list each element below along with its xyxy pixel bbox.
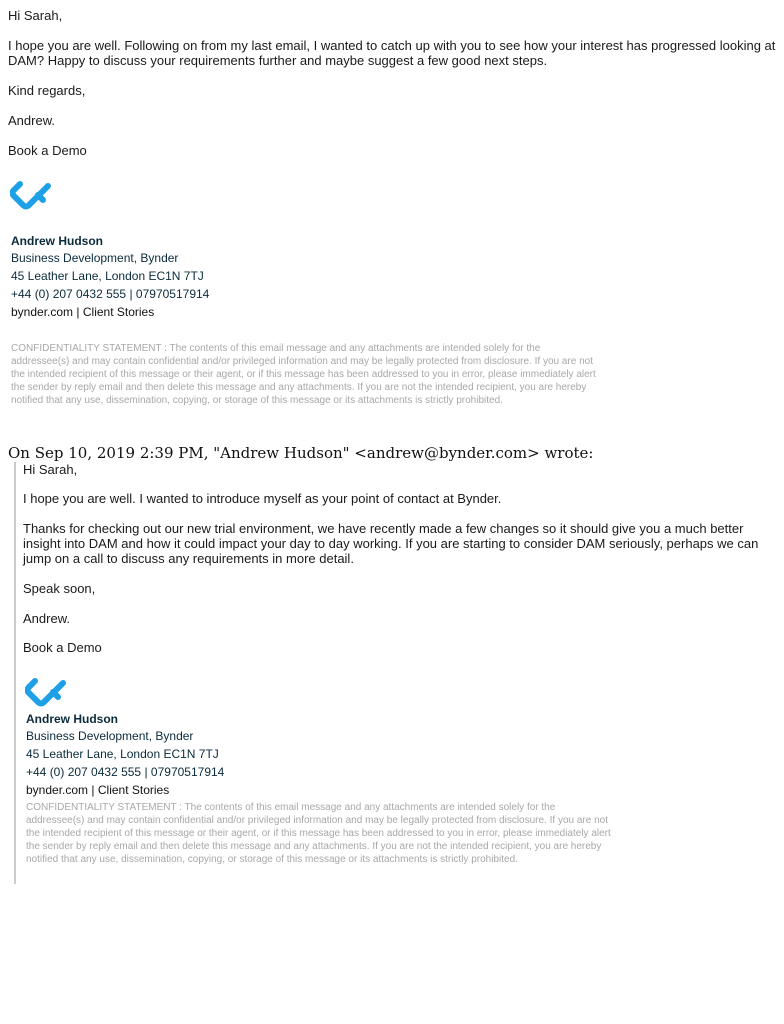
original-mobile-number: 07970517914	[150, 765, 225, 779]
phone-separator: |	[144, 765, 148, 779]
original-client-stories-link[interactable]: Client Stories	[97, 783, 170, 797]
original-signature-address: 45 Leather Lane, London EC1N 7TJ	[26, 747, 219, 761]
original-closing: Speak soon,	[23, 581, 96, 596]
quote-bar	[14, 462, 16, 884]
original-signature-links	[26, 783, 169, 797]
book-demo-link[interactable]: Book a Demo	[8, 143, 87, 158]
original-sender-name: Andrew.	[23, 611, 70, 626]
reply-mobile-number: 07970517914	[135, 287, 210, 301]
original-body: Thanks for checking out our new trial environment, we have recently made a few changes so it should give you a much better insight into DAM and how it could impact your day to day working. If you are starting to consider DAM seriously, perhaps we can jump on a call to discuss any requirements in more detail.	[23, 521, 759, 566]
bynder-logo-icon	[10, 178, 54, 212]
original-intro: I hope you are well. I wanted to introduce myself as your point of contact at Bynder.	[23, 491, 502, 506]
bynder-logo-icon	[25, 675, 69, 709]
link-separator: |	[91, 783, 95, 797]
original-website-link[interactable]: bynder.com	[26, 783, 89, 797]
original-confidentiality-statement: CONFIDENTIALITY STATEMENT : The contents of this email message and any attachments are intended solely for the addressee(s) and may contain confidential and/or privileged information and may be legally protected from disclosure. If you are not the intended recipient of this message or their agent, or if this message has been addressed to you in error, please immediately alert the sender by reply email and then delete this message and any attachments. If you are not the intended recipient, you are hereby notified that any use, dissemination, copying, or storage of this message or its attachments is strictly prohibited.	[26, 802, 611, 865]
reply-signature-name: Andrew Hudson	[11, 234, 103, 248]
quoted-header: On Sep 10, 2019 2:39 PM, "Andrew Hudson" <andrew@bynder.com> wrote:	[8, 444, 594, 462]
reply-body: I hope you are well. Following on from my last email, I wanted to catch up with you to see how your interest has progressed looking at DAM? Happy to discuss your requirements further and maybe suggest a few good next steps.	[8, 38, 776, 68]
phone-separator: |	[129, 287, 133, 301]
reply-signature-links	[11, 305, 154, 319]
reply-client-stories-link[interactable]: Client Stories	[82, 305, 155, 319]
reply-book-demo-link[interactable]	[8, 143, 87, 158]
book-demo-link[interactable]: Book a Demo	[23, 640, 102, 655]
original-greeting: Hi Sarah,	[23, 462, 78, 477]
reply-signature-phones	[11, 287, 209, 301]
original-signature-phones	[26, 765, 224, 779]
link-separator: |	[76, 305, 80, 319]
reply-signature-address: 45 Leather Lane, London EC1N 7TJ	[11, 269, 204, 283]
reply-website-link[interactable]: bynder.com	[11, 305, 74, 319]
reply-greeting: Hi Sarah,	[8, 8, 63, 23]
reply-phone-link[interactable]: +44 (0) 207 0432 555	[11, 287, 127, 301]
reply-signature-title: Business Development, Bynder	[11, 251, 179, 265]
original-phone-link[interactable]: +44 (0) 207 0432 555	[26, 765, 142, 779]
reply-sender-name: Andrew.	[8, 113, 55, 128]
reply-confidentiality-statement: CONFIDENTIALITY STATEMENT : The contents of this email message and any attachments are intended solely for the addressee(s) and may contain confidential and/or privileged information and may be legally protected from disclosure. If you are not the intended recipient of this message or their agent, or if this message has been addressed to you in error, please immediately alert the sender by reply email and then delete this message and any attachments. If you are not the intended recipient, you are hereby notified that any use, dissemination, copying, or storage of this message or its attachments is strictly prohibited.	[11, 343, 596, 406]
reply-closing: Kind regards,	[8, 83, 86, 98]
original-signature-name: Andrew Hudson	[26, 712, 118, 726]
original-signature-title: Business Development, Bynder	[26, 729, 194, 743]
original-book-demo-link[interactable]	[23, 640, 102, 655]
